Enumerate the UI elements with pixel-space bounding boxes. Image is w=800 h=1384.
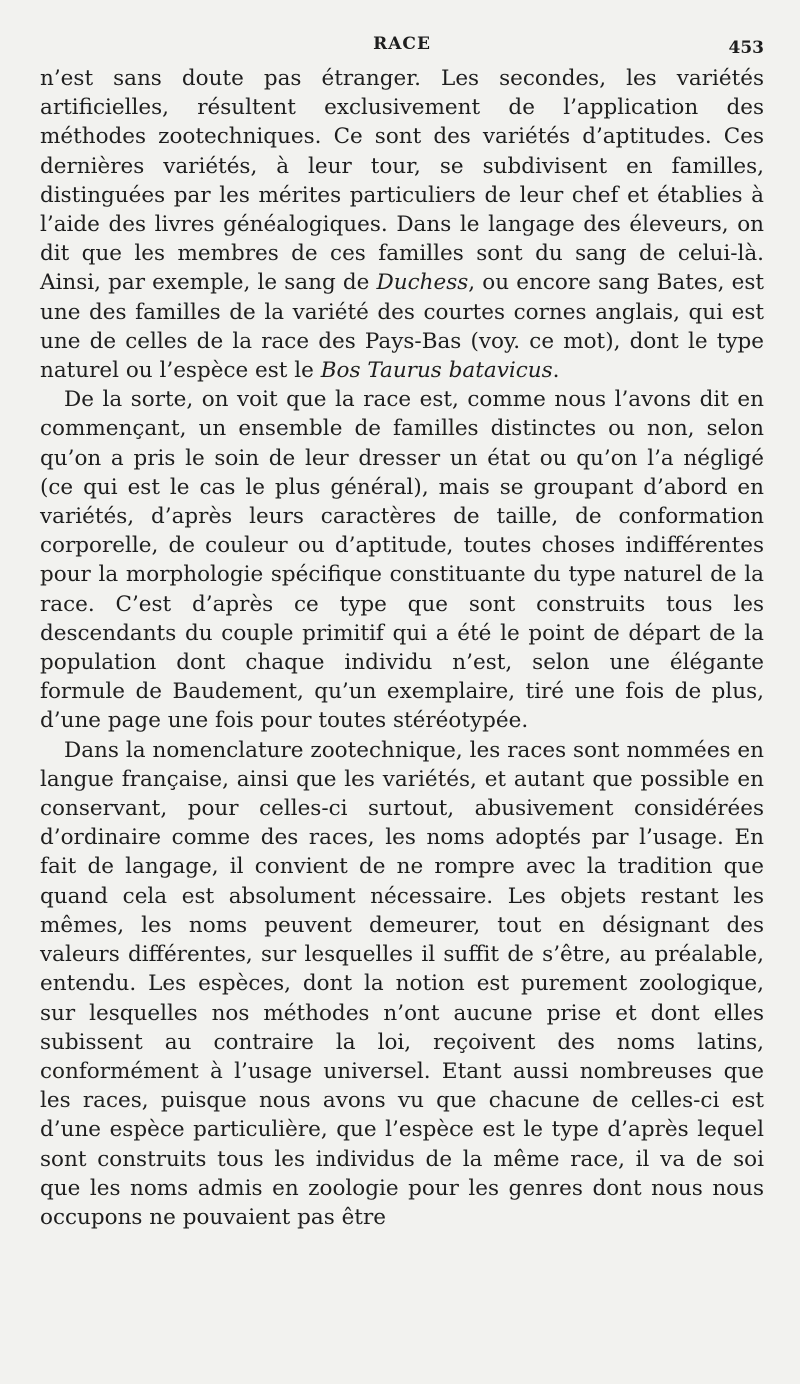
body-text (40, 64, 764, 1232)
paragraph-1-text-3: . (552, 358, 560, 384)
running-head-title: RACE (373, 34, 431, 54)
paragraph-1-text-2: , ou encore sang Bates, est une des familles de la variété des courtes cornes anglais, qui est une de celles de la race des Pays-Bas (voy. ce mot), dont le type naturel ou l’espèce est le (40, 270, 764, 384)
paragraph-3 (40, 736, 764, 1232)
running-head (40, 34, 764, 64)
paragraph-2 (40, 385, 764, 735)
paragraph-1-text-1: n’est sans doute pas étranger. Les secondes, les variétés artificielles, résultent exclusivement de l’application des méthodes zootechniques. Ce sont des variétés d’aptitudes. Ces dernières variétés, à leur tour, se subdivisent en familles, distinguées par les mérites particuliers de leur chef et établies à l’aide des livres généalogiques. Dans le langage des éleveurs, on dit que les membres de ces familles sont du sang de celui-là. Ainsi, par exemple, le sang de (40, 66, 764, 296)
paragraph-3-text: Dans la nomenclature zootechnique, les races sont nommées en langue française, ainsi que les variétés, et autant que possible en conservant, pour celles-ci surtout, abusivement considérées d’ordinaire comme des races, les noms adoptés par l’usage. En fait de langage, il convient de ne rompre avec la tradition que quand cela est absolument nécessaire. Les objets restant les mêmes, les noms peuvent demeurer, tout en désignant des valeurs différentes, sur lesquelles il suffit de s’être, au préalable, entendu. Les espèces, dont la notion est purement zoologique, sur lesquelles nos méthodes n’ont aucune prise et dont elles subissent au contraire la loi, reçoivent des noms latins, conformément à l’usage universel. Etant aussi nombreuses que les races, puisque nous avons vu que chacune de celles-ci est d’une espèce particulière, que l’espèce est le type d’après lequel sont construits tous les individus de la même race, il va de soi que les noms admis en zoologie pour les genres dont nous nous occupons ne pouvaient pas être (40, 737, 764, 1230)
species-name-italic: Bos Taurus batavicus (320, 358, 553, 384)
duchess-italic: Duchess (376, 270, 469, 296)
paragraph-1 (40, 64, 764, 385)
page-number: 453 (728, 38, 764, 58)
paragraph-2-text: De la sorte, on voit que la race est, comme nous l’avons dit en commençant, un ensemble de familles distinctes ou non, selon qu’on a pris le soin de leur dresser un état ou qu’on l’a négligé (ce qui est le cas le plus général), mais se groupant d’abord en variétés, d’après leurs caractères de taille, de conformation corporelle, de couleur ou d’aptitude, toutes choses indifférentes pour la morphologie spécifique constituante du type naturel de la race. C’est d’après ce type que sont construits tous les descendants du couple primitif qui a été le point de départ de la population dont chaque individu n’est, selon une élégante formule de Baudement, qu’un exemplaire, tiré une fois de plus, d’une page une fois pour toutes stéréotypée. (40, 387, 764, 734)
